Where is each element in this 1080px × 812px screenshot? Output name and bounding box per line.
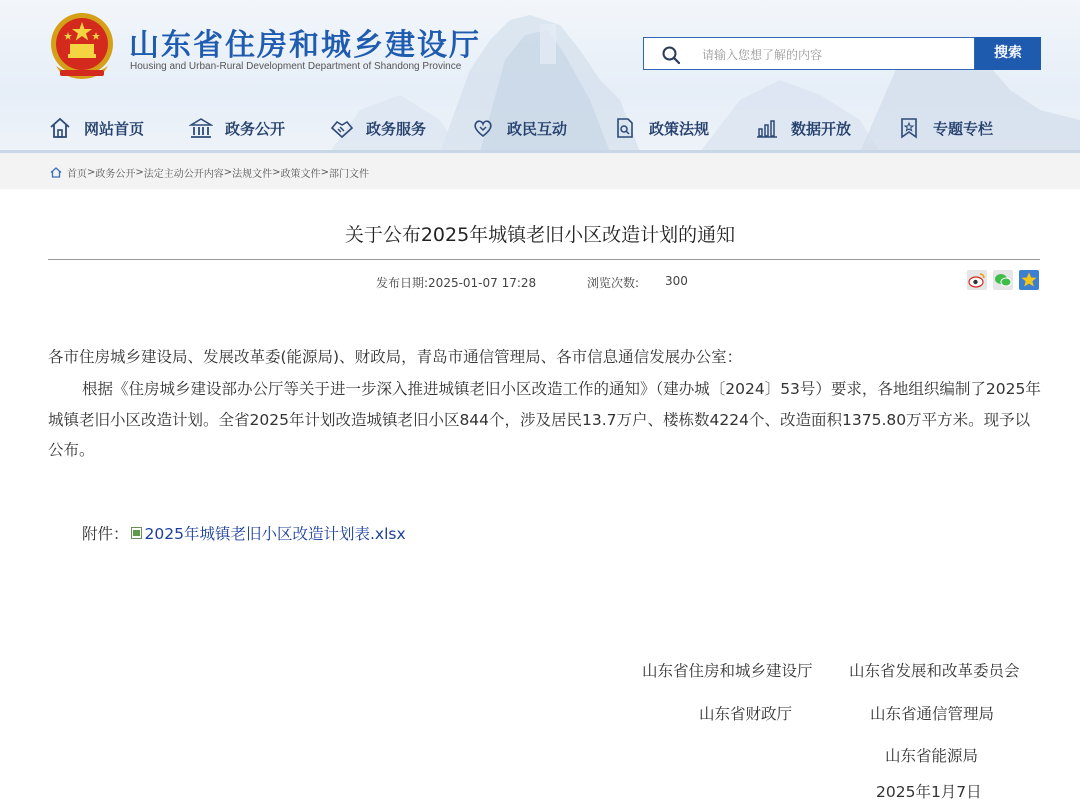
nav-label: 政务服务 (366, 119, 427, 138)
signature-date: 2025年1月7日 (876, 783, 982, 801)
nav-label: 政民互动 (507, 119, 568, 138)
signature-org: 山东省通信管理局 (870, 705, 995, 723)
site-subtitle: Housing and Urban-Rural Development Department of Shandong Province (130, 61, 462, 72)
site-title: 山东省住房和城乡建设厅 (129, 28, 481, 63)
breadcrumb-bar (0, 153, 1080, 189)
view-count-label: 浏览次数: (587, 276, 640, 290)
nav-label: 政务公开 (225, 119, 286, 138)
home-icon (48, 116, 72, 140)
signature-org: 山东省财政厅 (699, 705, 793, 723)
title-divider (48, 259, 1040, 260)
search-input[interactable] (702, 46, 962, 64)
handshake-icon (330, 116, 354, 140)
nav-item-policy[interactable] (613, 108, 709, 148)
publish-label: 发布日期: (376, 276, 429, 290)
search-icon[interactable] (661, 45, 681, 65)
national-emblem-logo (46, 10, 118, 84)
breadcrumb-item[interactable]: 政务公开 (95, 169, 136, 180)
search-box (643, 37, 975, 70)
search-bar (643, 37, 1041, 70)
attachment-link[interactable]: 2025年城镇老旧小区改造计划表.xlsx (144, 525, 406, 543)
article-title: 关于公布2025年城镇老旧小区改造计划的通知 (344, 224, 736, 246)
signature-org: 山东省住房和城乡建设厅 (642, 662, 813, 680)
breadcrumb-item[interactable]: 部门文件 (328, 169, 369, 180)
breadcrumb-home-icon (50, 167, 62, 178)
nav-label: 政策法规 (649, 119, 710, 138)
chart-icon (755, 116, 779, 140)
breadcrumb-item[interactable]: 法定主动公开内容 (143, 169, 224, 180)
nav-item-government-affairs[interactable] (189, 108, 285, 148)
view-count: 300 (665, 274, 688, 288)
nav-label: 专题专栏 (933, 119, 994, 138)
document-icon (613, 116, 637, 140)
government-building-icon (189, 116, 213, 140)
spreadsheet-file-icon (131, 527, 142, 539)
main-nav (0, 108, 1080, 148)
nav-item-interaction[interactable] (471, 108, 567, 148)
breadcrumb-item[interactable]: 政策文件 (280, 169, 321, 180)
signature-org: 山东省能源局 (885, 747, 979, 765)
interaction-icon (471, 116, 495, 140)
nav-item-open-data[interactable] (755, 108, 851, 148)
favorite-share-icon[interactable] (1019, 270, 1039, 290)
breadcrumb-item[interactable]: 法规文件 (232, 169, 273, 180)
signature-org: 山东省发展和改革委员会 (849, 662, 1020, 680)
breadcrumb: 首页 > 政务公开 > 法定主动公开内容 > 法规文件 > 政策文件 > 部门文件 (50, 165, 369, 180)
publish-value: 2025-01-07 17:28 (428, 276, 537, 290)
weibo-share-icon[interactable] (967, 270, 987, 290)
breadcrumb-item[interactable]: 首页 (67, 169, 87, 180)
attachment-label: 附件： (82, 525, 129, 543)
attachment (82, 522, 406, 544)
bookmark-icon (897, 116, 921, 140)
nav-label: 数据开放 (791, 119, 852, 138)
search-button[interactable]: 搜索 (975, 37, 1041, 70)
nav-label: 网站首页 (84, 119, 145, 138)
nav-item-government-services[interactable] (330, 108, 426, 148)
greeting: 各市住房城乡建设局、发展改革委(能源局)、财政局，青岛市通信管理局、各市信息通信发展办公室： (48, 348, 743, 366)
site-header (0, 0, 1080, 152)
publish-date (376, 274, 536, 291)
nav-item-special-topics[interactable] (897, 108, 993, 148)
body-paragraph: 根据《住房城乡建设部办公厅等关于进一步深入推进城镇老旧小区改造工作的通知》（建办城〔2024〕53号）要求，各地组织编制了2025年城镇老旧小区改造计划。全省2025年计划改造城镇老旧小区844个，涉及居民13.7万户、楼栋数4224个、改造面积1375.80万平方米。现予以公布。 (48, 380, 1041, 459)
wechat-share-icon[interactable] (993, 270, 1013, 290)
nav-item-home[interactable] (48, 108, 144, 148)
